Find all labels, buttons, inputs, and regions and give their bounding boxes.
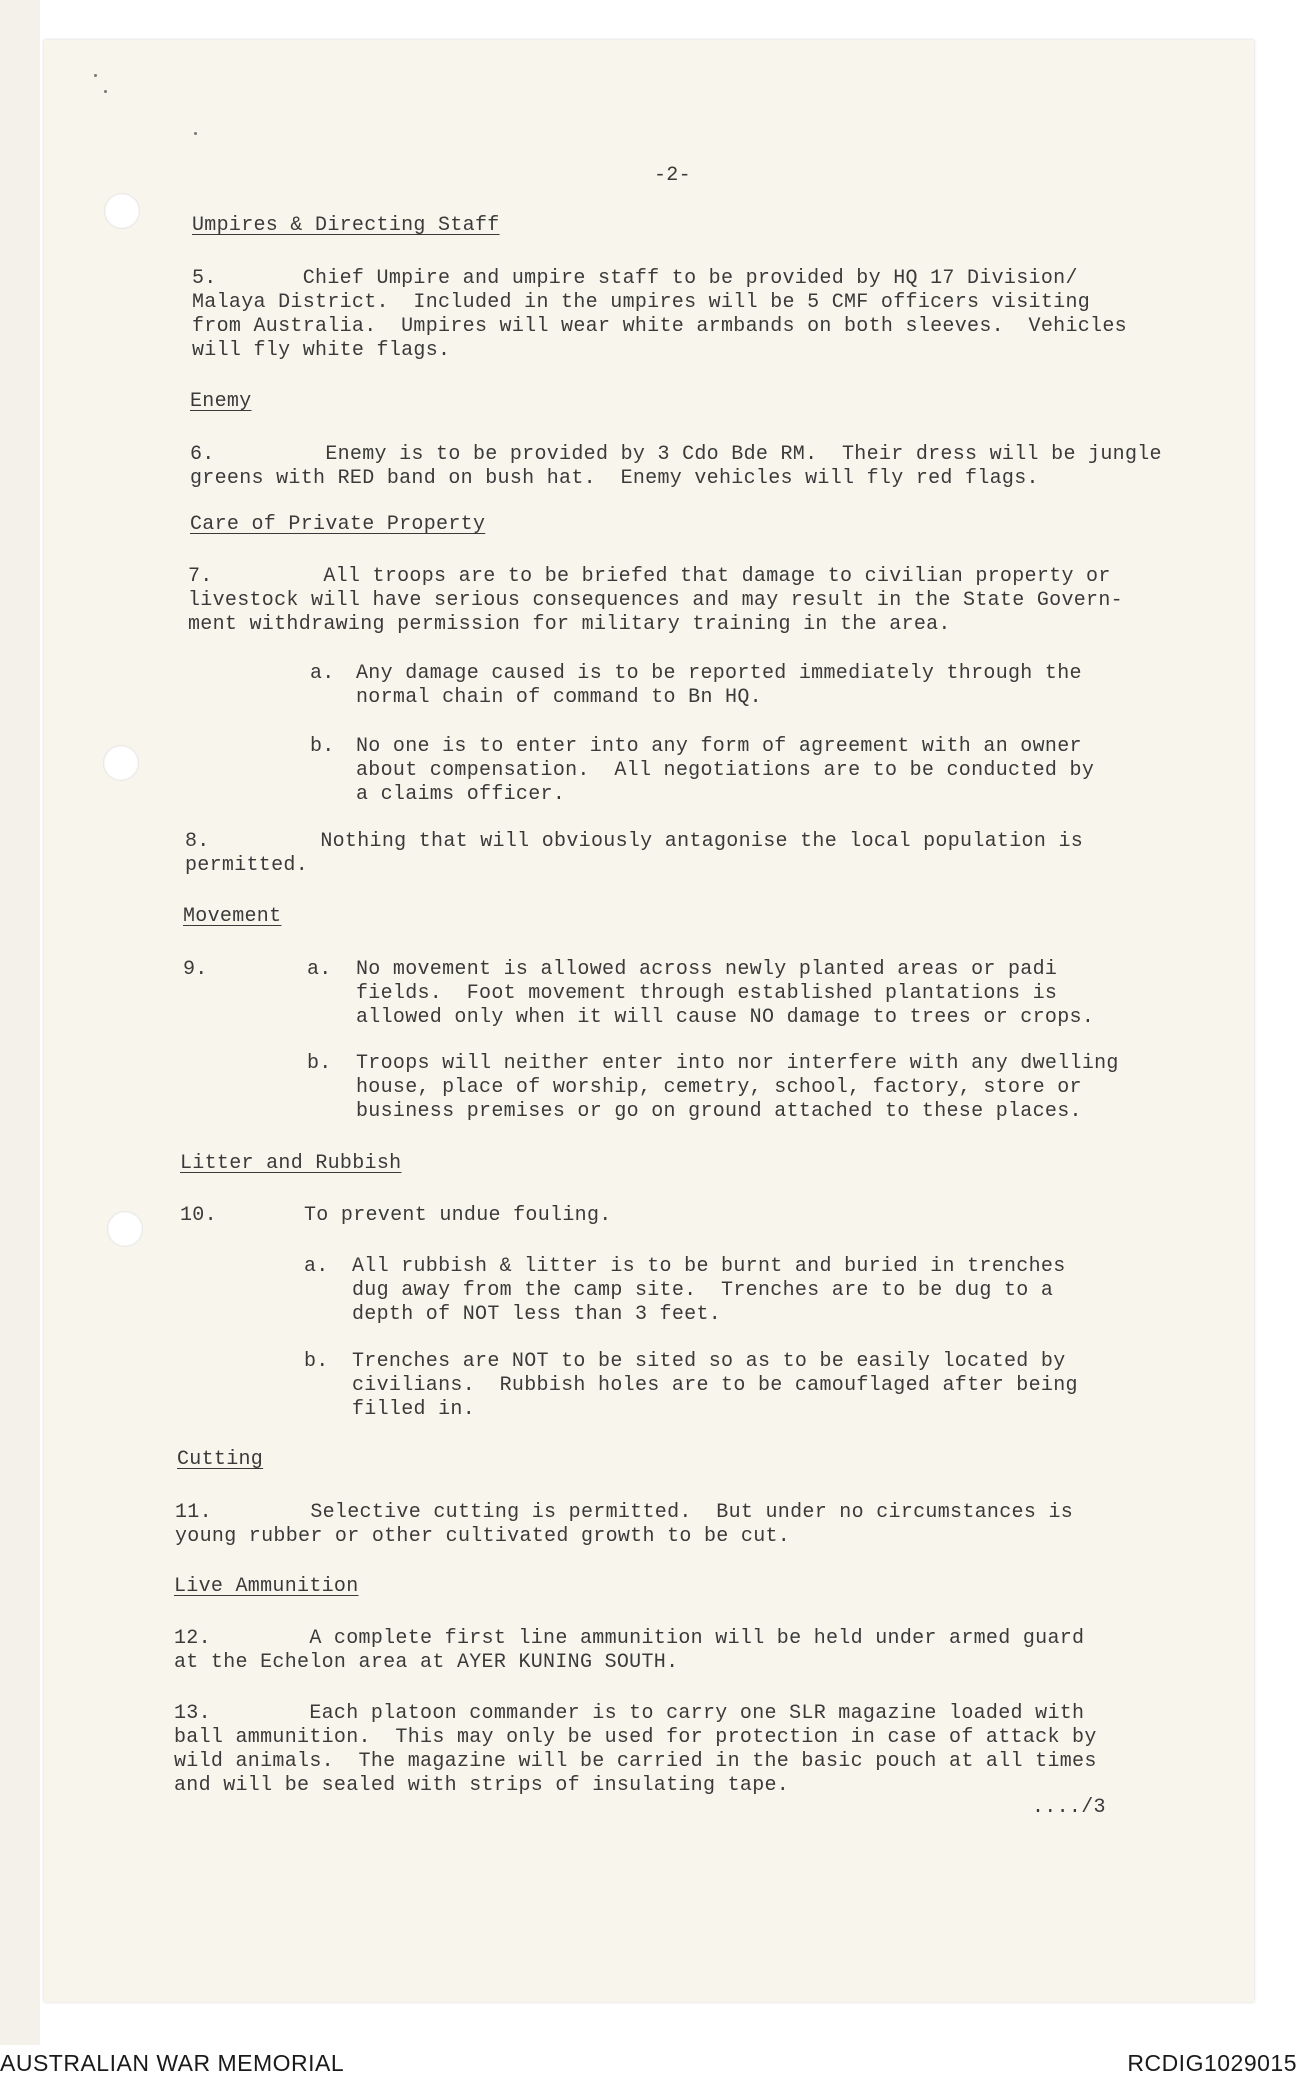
paragraph-10-number: 10.: [180, 1204, 217, 1227]
paragraph-9-number: 9.: [183, 958, 208, 981]
paragraph-10a: All rubbish & litter is to be burnt and buried in trenches dug away from the camp site. Trenches are to be dug to a depth of NOT less than 3 feet.: [352, 1255, 1066, 1326]
footer-source: AUSTRALIAN WAR MEMORIAL: [0, 2050, 345, 2076]
paragraph-12: 12. A complete first line ammunition will be held under armed guard at the Echelon area at AYER KUNING SOUTH.: [174, 1627, 1085, 1674]
paragraph-9a: No movement is allowed across newly planted areas or padi fields. Foot movement through established plantations is allowed only when it will cause NO damage to trees or crops.: [356, 958, 1095, 1029]
paper-speck: [104, 90, 107, 93]
page-number: -2-: [654, 164, 691, 187]
heading-care-of-private-property: Care of Private Property: [190, 513, 486, 536]
paragraph-5: 5. Chief Umpire and umpire staff to be provided by HQ 17 Division/ Malaya District. Included in the umpires will be 5 CMF officers visiting from Australia. Umpires will wear white armbands on both sleeves. Vehicles will fly white flags.: [192, 267, 1127, 362]
paragraph-9b: Troops will neither enter into nor interfere with any dwelling house, place of worship, cemetry, school, factory, store or business premises or go on ground attached to these places.: [356, 1052, 1119, 1123]
heading-enemy: Enemy: [190, 390, 252, 413]
footer-identifier: RCDIG1029015: [1127, 2050, 1297, 2076]
paragraph-9b-label: b.: [307, 1052, 332, 1075]
paragraph-8: 8. Nothing that will obviously antagonise the local population is permitted.: [185, 830, 1084, 877]
paragraph-13: 13. Each platoon commander is to carry one SLR magazine loaded with ball ammunition. This may only be used for protection in case of attack by wild animals. The magazine will be carried in the basic pouch at all times and will be sealed with strips of insulating tape.: [174, 1702, 1097, 1797]
paragraph-7b: No one is to enter into any form of agreement with an owner about compensation. All negotiations are to be conducted by a claims officer.: [356, 735, 1095, 806]
punch-hole-middle: [103, 745, 139, 781]
paragraph-7a-label: a.: [310, 662, 335, 685]
paper-speck: [194, 132, 197, 135]
paper-speck: [94, 74, 97, 77]
document-page: [44, 40, 1254, 2002]
paragraph-10b-label: b.: [304, 1350, 329, 1373]
paragraph-7: 7. All troops are to be briefed that damage to civilian property or livestock will have serious consequences and may result in the State Govern- ment withdrawing permission for military training in the area.: [188, 565, 1123, 636]
heading-cutting: Cutting: [177, 1448, 264, 1471]
continuation-marker: ..../3: [1032, 1796, 1106, 1819]
paragraph-10b: Trenches are NOT to be sited so as to be easily located by civilians. Rubbish holes are to be camouflaged after being filled in.: [352, 1350, 1078, 1421]
paragraph-7b-label: b.: [310, 735, 335, 758]
paragraph-7a: Any damage caused is to be reported immediately through the normal chain of command to Bn HQ.: [356, 662, 1082, 709]
paragraph-9a-label: a.: [307, 958, 332, 981]
punch-hole-bottom: [107, 1211, 143, 1247]
paragraph-10a-label: a.: [304, 1255, 329, 1278]
paragraph-11: 11. Selective cutting is permitted. But under no circumstances is young rubber or other cultivated growth to be cut.: [175, 1501, 1074, 1548]
paragraph-10: To prevent undue fouling.: [304, 1204, 612, 1227]
punch-hole-top: [104, 193, 140, 229]
heading-movement: Movement: [183, 905, 282, 928]
heading-litter-and-rubbish: Litter and Rubbish: [180, 1152, 402, 1175]
scan-background-strip: [0, 0, 40, 2045]
heading-umpires: Umpires & Directing Staff: [192, 214, 500, 237]
paragraph-6: 6. Enemy is to be provided by 3 Cdo Bde RM. Their dress will be jungle greens with RED band on bush hat. Enemy vehicles will fly red flags.: [190, 443, 1162, 490]
heading-live-ammunition: Live Ammunition: [174, 1575, 359, 1598]
